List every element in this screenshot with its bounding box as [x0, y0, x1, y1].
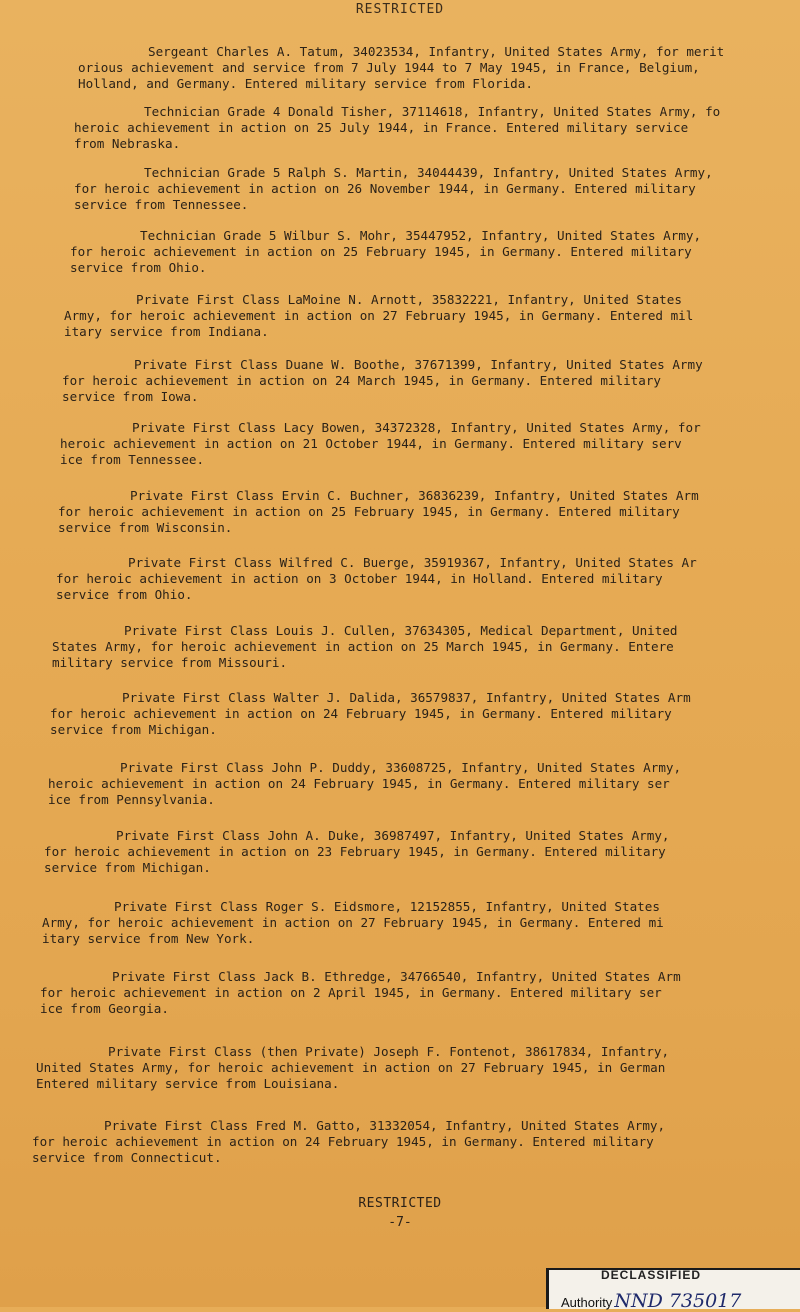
citation-line: from Nebraska.: [74, 136, 181, 151]
citation-line: Technician Grade 5 Wilbur S. Mohr, 35447952, Infantry, United States Army,: [140, 228, 702, 243]
citation-entry: [70, 228, 701, 276]
citation-line: Private First Class Fred M. Gatto, 31332054, Infantry, United States Army,: [104, 1118, 666, 1133]
citation-line: Private First Class Ervin C. Buchner, 36836239, Infantry, United States Arm: [130, 488, 699, 503]
stamp-authority: [561, 1290, 741, 1312]
authority-handwritten: NND 735017: [614, 1290, 742, 1312]
citation-line: heroic achievement in action on 21 October 1944, in Germany. Entered military serv: [60, 436, 682, 451]
citation-line: Private First Class LaMoine N. Arnott, 35832221, Infantry, United States: [136, 292, 682, 307]
citation-line: for heroic achievement in action on 2 April 1945, in Germany. Entered military ser: [40, 985, 662, 1000]
citation-line: Private First Class Roger S. Eidsmore, 12152855, Infantry, United States: [114, 899, 660, 914]
citation-entry: [62, 357, 703, 405]
citation-line: service from Michigan.: [50, 722, 217, 737]
citation-line: ice from Georgia.: [40, 1001, 169, 1016]
citation-line: Sergeant Charles A. Tatum, 34023534, Infantry, United States Army, for merit: [148, 44, 725, 59]
citation-entry: [42, 899, 664, 947]
citation-entry: [32, 1118, 665, 1166]
citation-line: United States Army, for heroic achievement in action on 27 February 1945, in German: [36, 1060, 666, 1075]
citation-entry: [44, 828, 670, 876]
declassified-stamp: [546, 1268, 800, 1312]
citation-entry: [40, 969, 681, 1017]
citation-entry: [48, 760, 681, 808]
citation-line: ice from Pennsylvania.: [48, 792, 215, 807]
citation-line: service from Wisconsin.: [58, 520, 233, 535]
citation-line: Private First Class John A. Duke, 36987497, Infantry, United States Army,: [116, 828, 670, 843]
citation-line: Private First Class Wilfred C. Buerge, 35919367, Infantry, United States Ar: [128, 555, 697, 570]
restricted-header: RESTRICTED: [355, 2, 445, 17]
citation-line: States Army, for heroic achievement in action on 25 March 1945, in Germany. Entere: [52, 639, 674, 654]
citation-line: for heroic achievement in action on 24 March 1945, in Germany. Entered military: [62, 373, 661, 388]
citation-line: service from Tennessee.: [74, 197, 249, 212]
citation-line: Army, for heroic achievement in action on 27 February 1945, in Germany. Entered mil: [64, 308, 694, 323]
citation-entry: [52, 623, 678, 671]
citation-line: Private First Class John P. Duddy, 33608725, Infantry, United States Army,: [120, 760, 682, 775]
citation-line: Holland, and Germany. Entered military service from Florida.: [78, 76, 533, 91]
stamp-title: DECLASSIFIED: [601, 1268, 702, 1282]
citation-line: Entered military service from Louisiana.: [36, 1076, 340, 1091]
citation-line: military service from Missouri.: [52, 655, 288, 670]
citation-line: itary service from Indiana.: [64, 324, 269, 339]
citation-line: ice from Tennessee.: [60, 452, 205, 467]
citation-line: for heroic achievement in action on 26 November 1944, in Germany. Entered military: [74, 181, 696, 196]
citation-line: for heroic achievement in action on 24 February 1945, in Germany. Entered military: [50, 706, 672, 721]
citation-line: Army, for heroic achievement in action on 27 February 1945, in Germany. Entered mi: [42, 915, 664, 930]
citation-line: for heroic achievement in action on 25 February 1945, in Germany. Entered military: [58, 504, 680, 519]
citation-line: service from Connecticut.: [32, 1150, 222, 1165]
citation-entry: [64, 292, 693, 340]
citation-line: Technician Grade 4 Donald Tisher, 37114618, Infantry, United States Army, fo: [144, 104, 721, 119]
citation-line: Private First Class Duane W. Boothe, 37671399, Infantry, United States Army: [134, 357, 703, 372]
citation-line: Private First Class Jack B. Ethredge, 34766540, Infantry, United States Arm: [112, 969, 681, 984]
citation-line: service from Iowa.: [62, 389, 199, 404]
citation-entry: [74, 165, 713, 213]
authority-label: Authority: [561, 1295, 613, 1310]
citation-line: Private First Class Louis J. Cullen, 37634305, Medical Department, United: [124, 623, 678, 638]
citation-entry: [56, 555, 697, 603]
citation-entry: [36, 1044, 669, 1092]
citation-line: Private First Class Walter J. Dalida, 36579837, Infantry, United States Arm: [122, 690, 691, 705]
citation-line: heroic achievement in action on 25 July 1944, in France. Entered military service: [74, 120, 689, 135]
citation-line: Technician Grade 5 Ralph S. Martin, 34044439, Infantry, United States Army,: [144, 165, 713, 180]
citation-entry: [58, 488, 699, 536]
citation-line: service from Michigan.: [44, 860, 211, 875]
citation-entry: [50, 690, 691, 738]
citation-line: service from Ohio.: [56, 587, 193, 602]
citation-line: itary service from New York.: [42, 931, 255, 946]
page-number: -7-: [388, 1215, 412, 1230]
citation-line: Private First Class (then Private) Joseph F. Fontenot, 38617834, Infantry,: [108, 1044, 670, 1059]
citation-line: service from Ohio.: [70, 260, 207, 275]
restricted-footer: RESTRICTED: [358, 1196, 442, 1211]
citation-entry: [74, 104, 720, 152]
citation-entry: [60, 420, 701, 468]
citation-line: for heroic achievement in action on 23 February 1945, in Germany. Entered military: [44, 844, 666, 859]
citation-line: for heroic achievement in action on 24 February 1945, in Germany. Entered military: [32, 1134, 654, 1149]
citation-line: for heroic achievement in action on 3 October 1944, in Holland. Entered military: [56, 571, 663, 586]
citation-entry: [78, 44, 724, 92]
citation-line: orious achievement and service from 7 July 1944 to 7 May 1945, in France, Belgium,: [78, 60, 700, 75]
citation-line: for heroic achievement in action on 25 February 1945, in Germany. Entered military: [70, 244, 692, 259]
citation-line: heroic achievement in action on 24 February 1945, in Germany. Entered military ser: [48, 776, 670, 791]
citation-line: Private First Class Lacy Bowen, 34372328, Infantry, United States Army, for: [132, 420, 701, 435]
